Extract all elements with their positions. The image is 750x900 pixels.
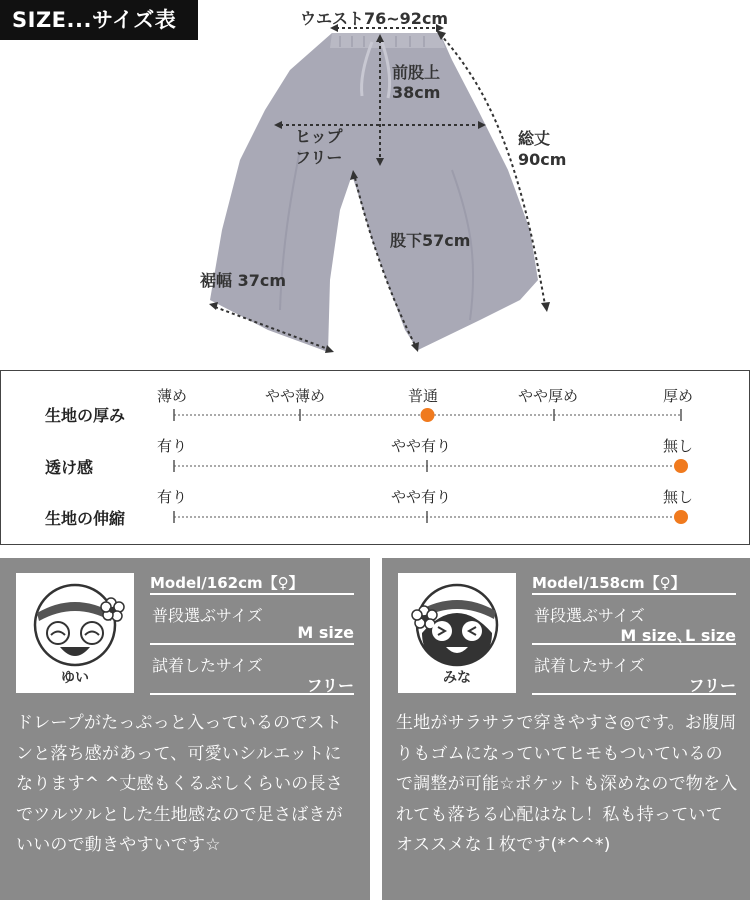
transparency-label: 透け感	[45, 458, 94, 477]
size-title: SIZE...サイズ表	[0, 0, 198, 40]
thickness-tick-slightly-thin: やや薄め	[265, 387, 326, 405]
model-info	[532, 572, 736, 695]
thickness-label: 生地の厚み	[45, 406, 126, 425]
transparency-marker	[674, 459, 688, 473]
avatar-name: ゆい	[61, 670, 89, 686]
tried-size-value: フリー	[688, 676, 736, 695]
model-title: Model/158cm【♀】	[532, 572, 736, 595]
model-comment: 生地がサラサラで穿きやすさ◎です。お腹周りもゴムになっていてヒモもついているので調整が可能☆ポケットも深めなので物を入れても落ちる心配はなし！私も持っていてオススメな１枚です(*^^*)	[396, 713, 738, 855]
usual-size-label: 普段選ぶサイズ	[152, 606, 263, 625]
stretch-label: 生地の伸縮	[45, 509, 126, 528]
usual-size-row	[150, 597, 354, 645]
thickness-tick-slightly-thick: やや厚め	[518, 387, 579, 405]
avatar	[398, 573, 516, 693]
tried-size-row	[150, 647, 354, 695]
front-rise-value: 38cm	[392, 83, 441, 102]
model-card-yui	[0, 558, 370, 900]
model-card-mina	[382, 558, 750, 900]
thickness-tick-thin: 薄め	[157, 387, 188, 405]
model-info	[150, 572, 354, 695]
pants-illustration	[0, 0, 750, 370]
tried-size-value: フリー	[306, 676, 354, 695]
size-chart-section	[0, 0, 750, 370]
total-length-label: 総丈	[518, 129, 551, 148]
waist-label: ウエスト76~92cm	[300, 9, 449, 28]
stretch-tick-some: やや有り	[391, 488, 452, 506]
tried-size-label: 試着したサイズ	[534, 656, 645, 675]
stretch-marker	[674, 510, 688, 524]
usual-size-value: M size	[297, 623, 354, 642]
tried-size-label: 試着したサイズ	[152, 656, 263, 675]
model-title: Model/162cm【♀】	[150, 572, 354, 595]
tanned-face-icon	[398, 573, 516, 673]
avatar-name: みな	[443, 670, 471, 686]
stretch-tick-none: 無し	[663, 488, 694, 506]
inseam-label: 股下57cm	[390, 231, 471, 250]
total-length-value: 90cm	[518, 150, 567, 169]
hip-label: ヒップ	[295, 127, 343, 146]
hem-width-label: 裾幅 37cm	[200, 271, 286, 290]
stretch-tick-yes: 有り	[157, 488, 188, 506]
usual-size-label: 普段選ぶサイズ	[534, 606, 645, 625]
transparency-tick-yes: 有り	[157, 437, 188, 455]
thickness-tick-normal: 普通	[408, 387, 439, 405]
model-comment: ドレープがたっぷっと入っているのでストンと落ち感があって、可愛いシルエットになります^ ^丈感もくるぶしくらいの長さでツルツルとした生地感なので足さばきがいいので動きやすいです☆	[16, 713, 343, 855]
transparency-tick-none: 無し	[663, 437, 694, 455]
smiling-face-icon	[16, 573, 134, 673]
transparency-tick-some: やや有り	[391, 437, 452, 455]
front-rise-label: 前股上	[392, 63, 441, 82]
fabric-properties-panel	[0, 370, 750, 545]
avatar	[16, 573, 134, 693]
usual-size-row	[532, 597, 736, 645]
thickness-tick-thick: 厚め	[663, 387, 694, 405]
usual-size-value: M size､L size	[620, 626, 736, 645]
thickness-marker	[421, 408, 435, 422]
tried-size-row	[532, 647, 736, 695]
hip-value: フリー	[295, 148, 343, 167]
